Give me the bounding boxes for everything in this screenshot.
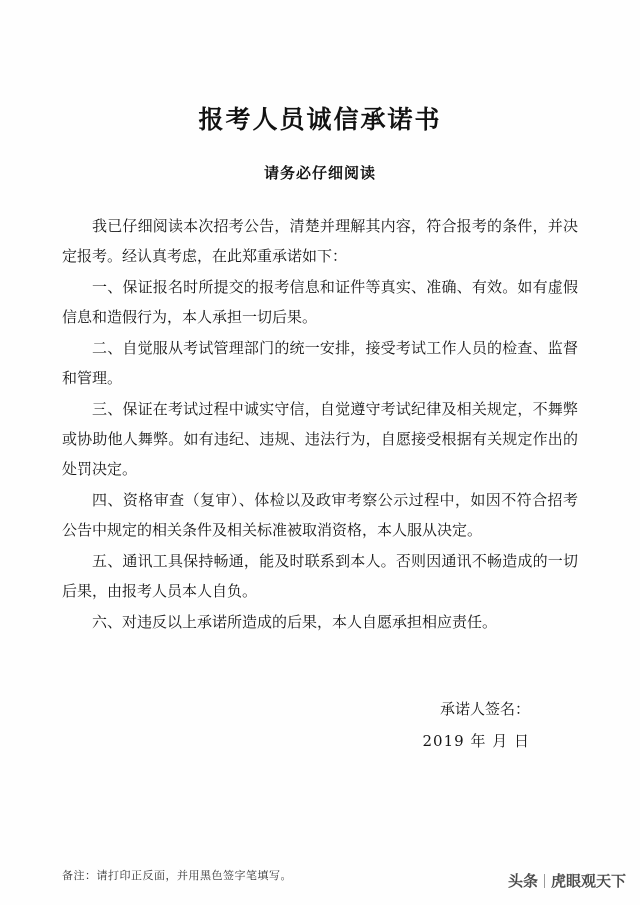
watermark [508, 870, 626, 891]
paragraph-item-6: 六、对违反以上承诺所造成的后果，本人自愿承担相应责任。 [92, 613, 498, 631]
page-title: 报考人员诚信承诺书 [198, 105, 442, 134]
toutiao-logo-icon: 头条 [507, 872, 538, 890]
paragraph-item-4: 四、资格审查（复审）、体检以及政审考察公示过程中，如因不符合招考公告中规定的相关条件及相关标准被取消资格，本人服从决定。 [62, 491, 578, 539]
paragraph-item-2: 二、自觉服从考试管理部门的统一安排，接受考试工作人员的检查、监督和管理。 [62, 339, 578, 387]
watermark-account-name: 虎眼观天下 [550, 872, 626, 890]
paragraph-item-5: 五、通讯工具保持畅通，能及时联系到本人。否则因通讯不畅造成的一切后果，由报考人员本人自负。 [62, 552, 578, 600]
signature-block [62, 693, 578, 757]
footer-note: 备注：请打印正反面，并用黑色签字笔填写。 [62, 869, 292, 882]
paragraph-item-1: 一、保证报名时所提交的报考信息和证件等真实、准确、有效。如有虚假信息和造假行为，本人承担一切后果。 [62, 278, 578, 326]
page-subtitle: 请务必仔细阅读 [263, 164, 376, 182]
signature-label: 承诺人签名： [439, 700, 530, 718]
signature-date-line: 2019 年 月 日 [422, 732, 530, 750]
document-body [62, 211, 578, 637]
paragraph-item-3: 三、保证在考试过程中诚实守信，自觉遵守考试纪律及相关规定，不舞弊或协助他人舞弊。如有违纪、违规、违法行为，自愿接受根据有关规定作出的处罚决定。 [62, 400, 578, 478]
watermark-divider [544, 874, 545, 888]
paragraph-intro: 我已仔细阅读本次招考公告，清楚并理解其内容，符合报考的条件，并决定报考。经认真考虑，在此郑重承诺如下： [62, 217, 578, 265]
